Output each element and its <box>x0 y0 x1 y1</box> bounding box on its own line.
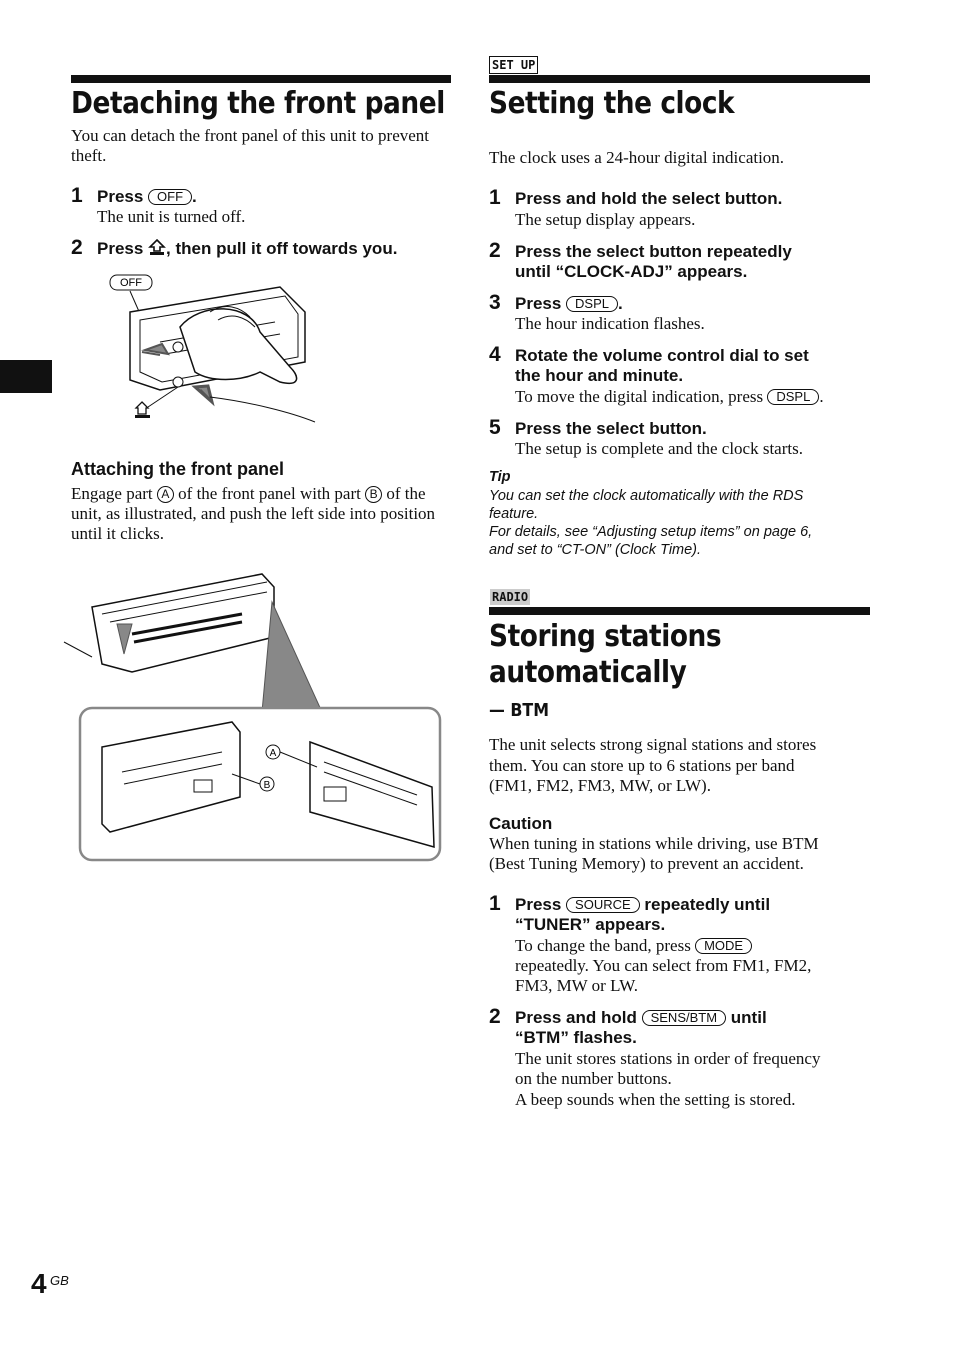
release-button-icon <box>148 239 166 256</box>
page-suffix: GB <box>50 1273 69 1288</box>
btm-intro: (FM1, FM2, FM3, MW, or LW). <box>489 776 711 795</box>
caution-text: When tuning in stations while driving, use BTM <box>489 834 819 853</box>
section-title-btm-line2: automatically <box>489 655 687 690</box>
setup-tag: SET UP <box>489 56 538 74</box>
tip-line: You can set the clock automatically with the RDS <box>489 488 804 504</box>
tip-line: and set to “CT-ON” (Clock Time). <box>489 542 702 558</box>
mode-key: MODE <box>695 938 752 954</box>
detach-intro: You can detach the front panel of this unit to prevent theft. <box>71 126 430 165</box>
part-b-marker: B <box>365 486 382 503</box>
attach-illustration <box>62 562 447 864</box>
tip-line: For details, see “Adjusting setup items” on page 6, <box>489 524 813 540</box>
tip-label: Tip <box>489 469 511 485</box>
attach-text: Engage part A of the front panel with part B of the unit, as illustrated, and push the left side into position until it clicks. <box>71 484 436 543</box>
page-number: 4 <box>31 1268 47 1299</box>
attach-heading: Attaching the front panel <box>71 459 284 479</box>
section-title-clock: Setting the clock <box>489 86 735 121</box>
tip-line: feature. <box>489 506 539 522</box>
section-rule <box>489 75 870 83</box>
off-key: OFF <box>148 189 192 205</box>
section-rule <box>71 75 451 83</box>
caution-label: Caution <box>489 814 553 833</box>
detach-illustration <box>100 272 330 432</box>
caution-text: (Best Tuning Memory) to prevent an accident. <box>489 854 804 873</box>
section-rule <box>489 607 870 615</box>
fig-part-b: B <box>263 780 271 791</box>
btm-intro: The unit selects strong signal stations and stores <box>489 735 817 754</box>
part-a-marker: A <box>157 486 174 503</box>
btm-intro: them. You can store up to 6 stations per band <box>489 756 795 775</box>
btm-subtitle: — BTM <box>489 700 550 721</box>
fig-off-label: OFF <box>120 277 142 289</box>
radio-tag: RADIO <box>492 590 529 604</box>
source-key: SOURCE <box>566 897 640 913</box>
sens-btm-key: SENS/BTM <box>642 1010 726 1026</box>
section-title-detach: Detaching the front panel <box>71 86 445 121</box>
section-tab-marker <box>0 360 52 393</box>
fig-part-a: A <box>269 748 277 759</box>
section-title-btm: Storing stations <box>489 619 722 654</box>
clock-intro: The clock uses a 24-hour digital indication. <box>489 148 785 167</box>
dspl-key: DSPL <box>566 296 618 312</box>
dspl-key: DSPL <box>767 389 819 405</box>
